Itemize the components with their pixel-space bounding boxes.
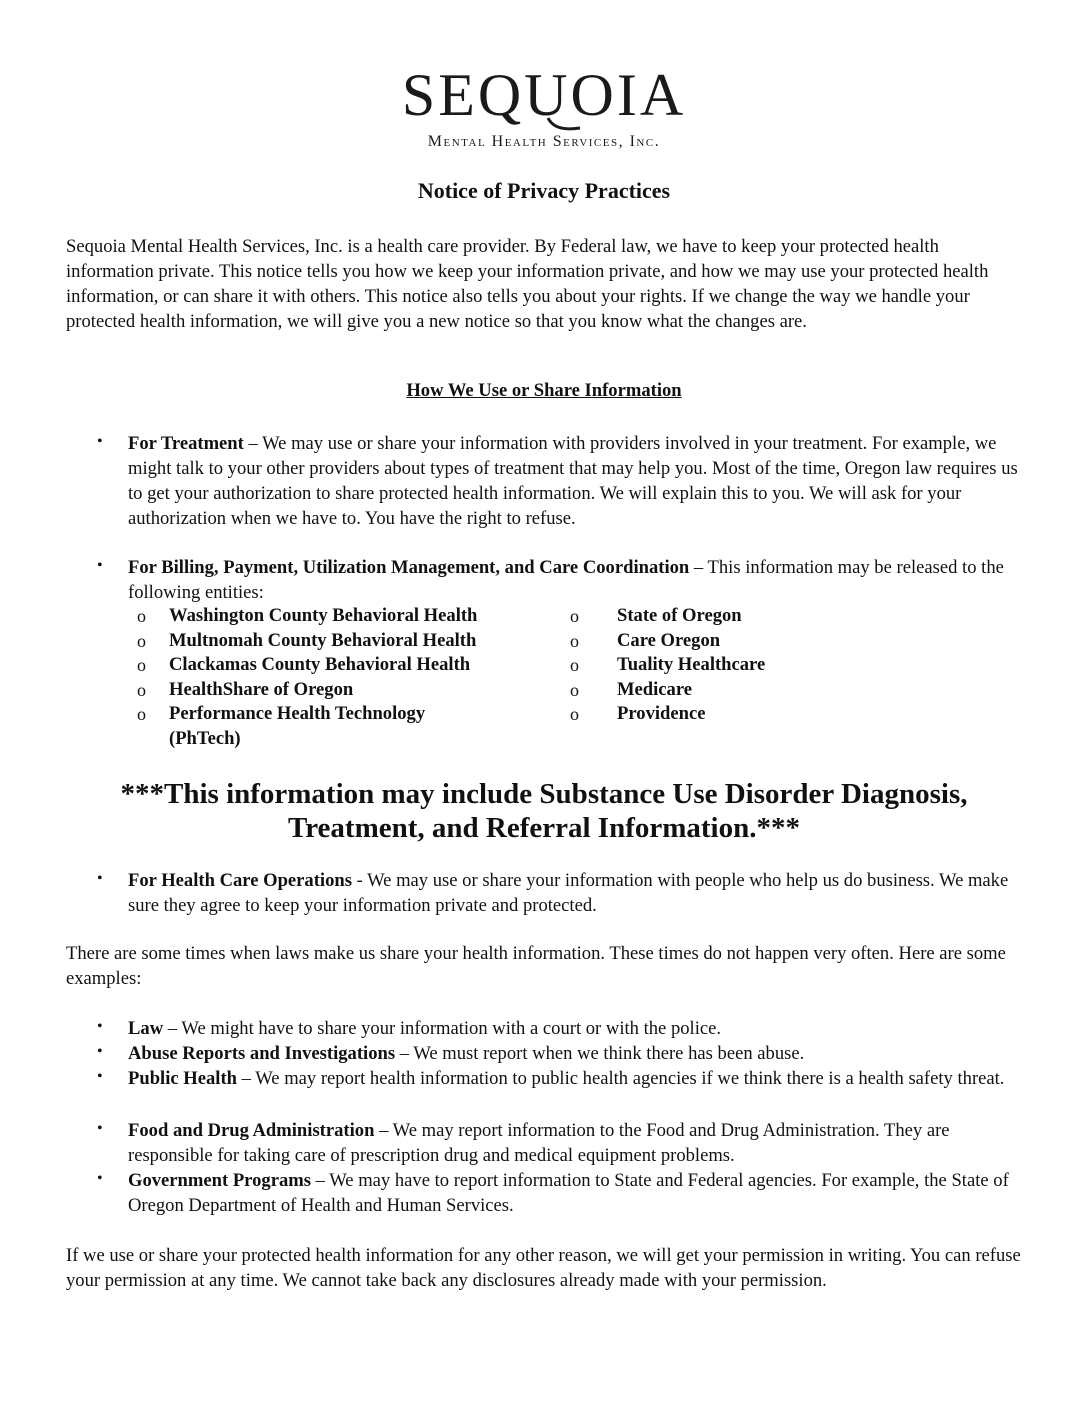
treatment-text: – We may use or share your information with providers involved in your treatment. For example, we might talk to your other providers about types of treatment that may help you. Most of the time, Oregon law requires us to get your authorization to share protected health information. We will explain this to you. We will ask for your authorization when we have to. You have the right to refuse. [128,433,1018,529]
bullet-icon: • [97,1068,103,1085]
bullet-icon: • [97,870,103,887]
operations-label: For Health Care Operations [128,870,352,891]
bullet-icon: • [97,1120,103,1137]
sub-bullet-icon: o [570,704,579,724]
example-text: – We may report health information to public health agencies if we think there is a health safety threat. [236,1068,1005,1089]
example-label: Food and Drug Administration [128,1120,375,1141]
example-label: Government Programs [128,1170,311,1191]
example-label: Public Health [128,1068,237,1089]
billing-label: For Billing, Payment, Utilization Management, and Care Coordination [128,557,690,578]
example-item [128,1066,1028,1091]
entity-item: Medicare [617,679,693,700]
entity-item: Washington County Behavioral Health [169,605,478,626]
example-item [128,1041,1028,1066]
warning-line-2: Treatment, and Referral Information.*** [288,812,800,844]
bullet-icon: • [97,1170,103,1187]
intro-paragraph: Sequoia Mental Health Services, Inc. is a health care provider. By Federal law, we have to keep your protected health information private. This notice tells you how we keep your information private, and how we may use your protected health information, or can share it with others. This notice also tells you about your rights. If we change the way we handle your protected health information, we will give you a new notice so that you know what the changes are. [66,236,989,332]
example-label: Law [128,1018,164,1039]
sub-bullet-icon: o [570,606,579,626]
entity-item: Providence [617,703,706,724]
example-text: – We might have to share your information with a court or with the police. [163,1018,722,1039]
sub-bullet-icon: o [137,606,146,626]
example-item [128,1168,1028,1218]
laws-intro-paragraph: There are some times when laws make us share your health information. These times do not happen very often. Here are some examples: [66,943,1006,989]
substance-use-warning [0,777,1088,845]
entity-item-continuation: (PhTech) [169,728,241,749]
entity-item: Care Oregon [617,630,721,651]
treatment-label: For Treatment [128,433,244,454]
example-label: Abuse Reports and Investigations [128,1043,396,1064]
entity-item: State of Oregon [617,605,742,626]
entity-item: Performance Health Technology [169,703,426,724]
operations-text: - We may use or share your information with people who help us do business. We make sure they agree to keep your information private and protected. [128,870,1009,916]
sub-bullet-icon: o [570,631,579,651]
sub-bullet-icon: o [137,655,146,675]
entity-item: HealthShare of Oregon [169,679,354,700]
example-text: – We may have to report information to State and Federal agencies. For example, the State of Oregon Department of Health and Human Services. [128,1170,1009,1216]
warning-line-1: ***This information may include Substance Use Disorder Diagnosis, [120,778,968,810]
sub-bullet-icon: o [570,655,579,675]
entity-item: Tuality Healthcare [617,654,766,675]
entity-item: Clackamas County Behavioral Health [169,654,471,675]
logo-subtitle: Mental Health Services, Inc. [427,133,661,150]
sub-bullet-icon: o [570,680,579,700]
billing-text: – This information may be released to the following entities: [128,557,1004,603]
treatment-item [128,431,1028,531]
example-text: – We may report information to the Food and Drug Administration. They are responsible for taking care of prescription drug and medical equipment problems. [128,1120,950,1166]
example-item [128,1016,1028,1041]
example-text: – We must report when we think there has been abuse. [395,1043,805,1064]
sub-bullet-icon: o [137,631,146,651]
bullet-icon: • [97,433,103,450]
bullet-icon: • [97,1018,103,1035]
billing-item [128,555,1028,605]
section-heading: How We Use or Share Information [406,380,682,401]
sub-bullet-icon: o [137,704,146,724]
entity-item: Multnomah County Behavioral Health [169,630,477,651]
example-item [128,1118,1028,1168]
logo-wordmark: SEQUOIA [401,62,687,128]
closing-paragraph: If we use or share your protected health information for any other reason, we will get your permission in writing. You can refuse your permission at any time. We cannot take back any disclosures already made with your permission. [66,1245,1021,1291]
operations-item [128,868,1028,918]
bullet-icon: • [97,1043,103,1060]
page-title: Notice of Privacy Practices [417,178,671,203]
sub-bullet-icon: o [137,680,146,700]
bullet-icon: • [97,557,103,574]
